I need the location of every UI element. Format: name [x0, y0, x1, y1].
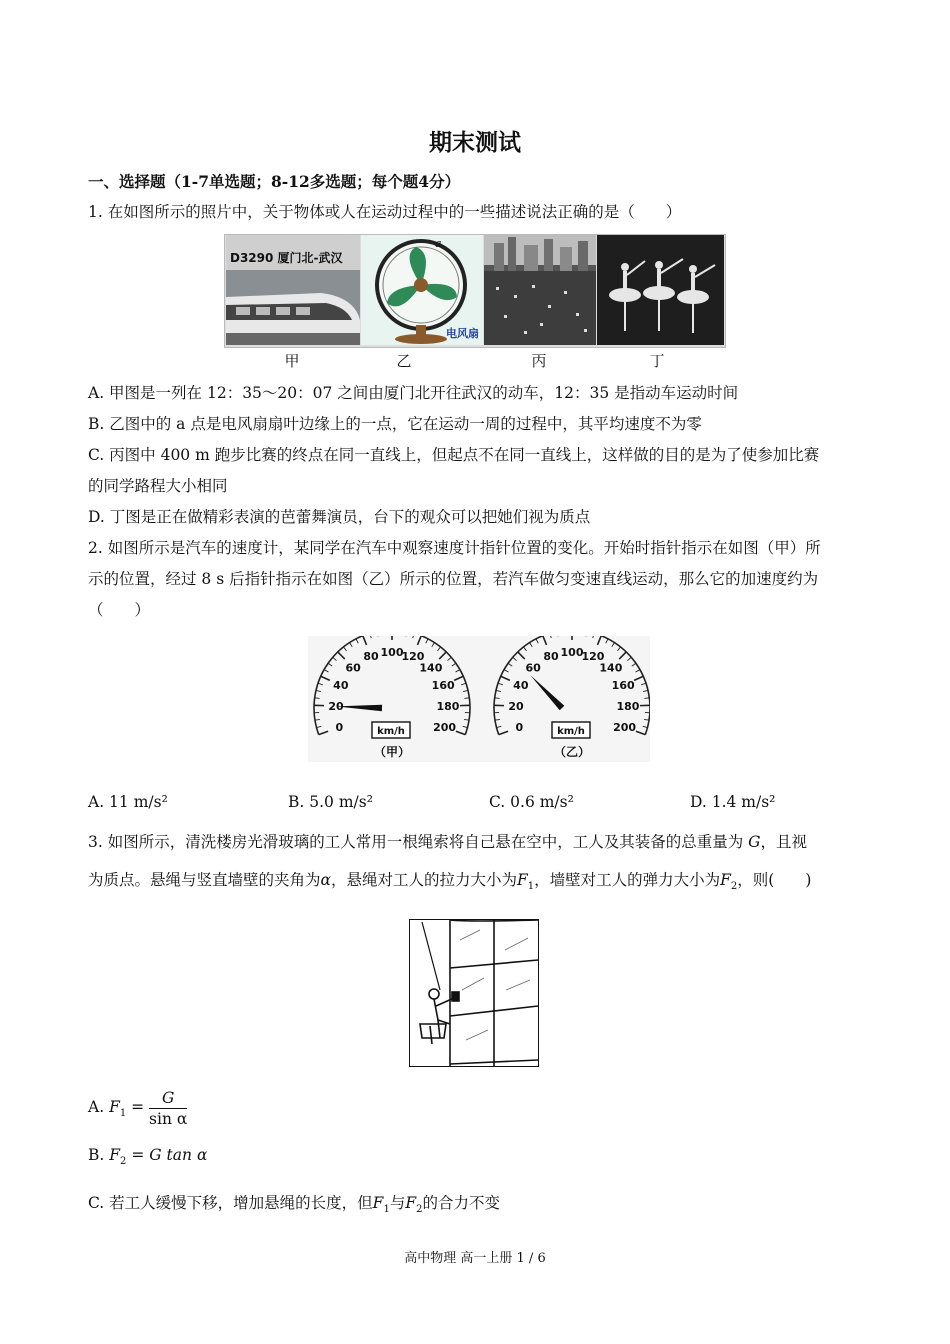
gauge-jia-tick-mark	[456, 731, 465, 734]
q3-stem-text-5: ，墙壁对工人的弹力大小为	[534, 871, 721, 889]
gauge-jia-caption: （甲）	[373, 745, 411, 759]
q3-stem-text-3: 为质点。悬绳与竖直墙壁的夹角为	[88, 871, 321, 889]
page-title: 期末测试	[429, 129, 521, 156]
q3-option-c-text-2: 的合力不变	[422, 1194, 500, 1212]
gauge-jia-tick-mark	[464, 698, 469, 699]
gauge-yi-tick-mark	[643, 726, 648, 727]
gauge-jia-tick-label: 200	[433, 721, 457, 735]
gauge-jia-tick-mark	[439, 652, 446, 659]
q1-option-b: B. 乙图中的 a 点是电风扇扇叶边缘上的一点，它在运动一周的过程中，其平均速度不为零	[88, 415, 702, 433]
fraction-denominator: sin α	[149, 1109, 188, 1128]
gauge-jia-tick-mark	[338, 652, 345, 659]
q2-option-c: C. 0.6 m/s²	[489, 793, 574, 811]
q2-option-b: B. 5.0 m/s²	[288, 793, 373, 811]
gauge-yi-tick-mark	[518, 652, 525, 659]
gauge-yi-tick-mark	[498, 683, 503, 685]
q2-stem-line2: 示的位置，经过 8 s 后指针指示在如图（乙）所示的位置，若汽车做匀变速直线运动，那么它的加速度约为	[88, 570, 819, 588]
var-F: F	[109, 1098, 120, 1116]
gauge-yi-tick-mark	[504, 670, 508, 672]
gauge-yi-tick-label: 40	[513, 679, 529, 693]
gauge-jia-tick-mark	[432, 643, 435, 647]
gauge-yi-caption: （乙）	[553, 745, 591, 759]
q1-photo-strip	[224, 234, 726, 348]
q2-stem-line3: （ ）	[88, 601, 151, 619]
gauge-jia-tick-mark	[452, 663, 456, 666]
q1-option-c-line1: C. 丙图中 400 m 跑步比赛的终点在同一直线上，但起点不在同一直线上，这样做的目的是为了使参加比赛	[88, 446, 820, 464]
gauge-jia-tick-mark	[315, 698, 320, 699]
photo-train	[226, 235, 360, 345]
gauge-yi-tick-label: 20	[508, 700, 524, 714]
q1-option-a: A. 甲图是一列在 12：35～20：07 之间由厦门北开往武汉的动车，12：35 是指动车运动时间	[88, 384, 739, 402]
photo-fan	[361, 235, 483, 345]
section-heading: 一、选择题（1-7单选题；8-12多选题；每个题4分）	[88, 172, 461, 191]
q1-option-c-line2: 的同学路程大小相同	[88, 477, 228, 495]
gauge-jia-tick-mark	[356, 639, 358, 643]
gauge-yi-unit-label: km/h	[557, 726, 585, 737]
gauge-jia-tick-mark	[463, 726, 468, 727]
q3-stem-line2	[88, 870, 811, 897]
var-F-sub2: 2	[120, 1156, 127, 1167]
gauge-yi-tick-mark	[617, 647, 620, 651]
gauge-yi-tick-mark	[612, 643, 615, 647]
q3-option-c	[88, 1193, 500, 1220]
stadium-icon	[484, 235, 596, 345]
gauge-jia-tick-mark	[426, 639, 428, 643]
gauge-yi-tick-mark	[606, 639, 608, 643]
gauge-jia-tick-mark	[319, 731, 328, 734]
gauge-yi-tick-label: 140	[599, 661, 623, 675]
gauge-yi-tick-mark	[499, 731, 508, 734]
q2-option-a: A. 11 m/s²	[88, 793, 168, 811]
gauge-jia-tick-mark	[343, 647, 346, 651]
q3-option-b-label: B.	[88, 1146, 105, 1164]
train-icon	[226, 235, 360, 345]
gauge-yi-tick-mark	[628, 657, 632, 660]
gauge-yi-tick-mark	[543, 636, 547, 645]
var-alpha: α	[320, 871, 331, 889]
gauge-yi-tick-mark	[550, 636, 551, 638]
q2-option-d: D. 1.4 m/s²	[690, 793, 776, 811]
gauge-jia-tick-label: 180	[436, 700, 460, 714]
gauge-yi-tick-mark	[513, 657, 517, 660]
gauge-jia-tick-label: 80	[363, 650, 379, 664]
var-F: F	[720, 871, 731, 889]
q3-option-a: A. $F_1$ = $\frac{G}{\text{sin α}}$	[88, 1088, 188, 1128]
caption-jia: 甲	[284, 352, 300, 370]
caption-bing: 丙	[531, 352, 547, 370]
gauge-jia-tick-mark	[321, 676, 330, 680]
q3-stem-text-6: ，则( )	[737, 871, 812, 889]
train-label: D3290 厦门北-武汉	[230, 251, 343, 265]
q3-option-b: B. $F_2 = G$ tan α	[88, 1146, 208, 1167]
gauge-jia-tick-label: 160	[431, 679, 455, 693]
gauge-yi-tick-mark	[644, 698, 649, 699]
gauge-jia-tick-label: 120	[401, 650, 425, 664]
gauge-yi-tick-mark	[619, 652, 626, 659]
var-F-sub2: 2	[416, 1204, 423, 1215]
fraction-G-over-sin	[149, 1088, 187, 1129]
gauge-yi-tick-label: 0	[515, 721, 524, 735]
gauge-yi-tick-mark	[641, 683, 646, 685]
q3-option-a-label: A.	[88, 1098, 105, 1116]
speedometer-svg	[308, 636, 650, 762]
q2-stem-line1: 2. 如图所示是汽车的速度计，某同学在汽车中观察速度计指针位置的变化。开始时指针指示在如图（甲）所	[88, 539, 821, 557]
gauge-yi-tick-mark	[523, 647, 526, 651]
q3-stem-text-1: 3. 如图所示，清洗楼房光滑玻璃的工人常用一根绳索将自己悬在空中，工人及其装备的总重量为	[88, 833, 744, 851]
q3-stem-text-2: ，且视	[760, 833, 808, 851]
gauge-jia-tick-mark	[328, 663, 332, 666]
expr-G-tan-alpha: G tan α	[149, 1146, 208, 1164]
gauge-yi-tick-mark	[632, 663, 636, 666]
window-cleaner-figure	[409, 919, 539, 1067]
gauge-jia-tick-mark	[461, 683, 466, 685]
gauge-jia-tick-label: 40	[333, 679, 349, 693]
gauge-jia-tick-label: 0	[335, 721, 344, 735]
var-F-sub1: 1	[383, 1204, 390, 1215]
gauge-yi-tick-mark	[536, 639, 538, 643]
fraction-numerator: G	[149, 1088, 187, 1109]
q1-option-d: D. 丁图是正在做精彩表演的芭蕾舞演员，台下的观众可以把她们视为质点	[88, 508, 591, 526]
gauge-yi-needle	[530, 675, 564, 710]
gauge-jia-tick-mark	[363, 636, 367, 645]
gauge-yi-tick-mark	[644, 719, 649, 720]
q3-option-c-text-1: C. 若工人缓慢下移，增加悬绳的长度，但	[88, 1194, 373, 1212]
gauge-yi-tick-label: 80	[543, 650, 559, 664]
gauge-yi-tick-mark	[495, 719, 500, 720]
var-F: F	[405, 1194, 417, 1212]
var-F: F	[109, 1146, 121, 1164]
dancers-icon	[597, 235, 724, 345]
gauge-jia-tick-mark	[350, 643, 353, 647]
window-cleaner-icon	[410, 920, 538, 1066]
gauge-yi-tick-mark	[636, 731, 645, 734]
gauge-jia-tick-mark	[316, 690, 321, 691]
var-F: F	[517, 871, 528, 889]
gauge-jia-tick-label: 100	[380, 646, 404, 659]
gauge-yi-tick-label: 180	[616, 700, 640, 714]
gauge-jia-tick-label: 140	[419, 661, 443, 675]
var-F-sub2: 2	[730, 881, 738, 892]
gauge-yi-tick-mark	[508, 663, 512, 666]
page-footer: 高中物理 高一上册 1 / 6	[404, 1251, 546, 1266]
caption-yi: 乙	[396, 352, 412, 370]
gauge-yi-tick-mark	[643, 690, 648, 691]
gauge-yi-tick-mark	[597, 636, 601, 645]
fan-label: 电风扇	[446, 327, 479, 340]
gauge-jia-tick-mark	[413, 636, 414, 638]
caption-ding: 丁	[649, 352, 665, 370]
gauge-jia-tick-mark	[324, 670, 328, 672]
gauge-jia-tick-mark	[448, 657, 452, 660]
gauge-yi-tick-mark	[495, 698, 500, 699]
gauge-jia-tick-mark	[315, 719, 320, 720]
photo-ballet	[597, 235, 724, 345]
gauge-jia-tick-mark	[417, 636, 421, 645]
fan-point-label: a	[435, 237, 442, 250]
gauge-yi-tick-mark	[634, 676, 643, 680]
gauge-jia-tick-mark	[463, 690, 468, 691]
gauge-yi-tick-label: 100	[560, 646, 584, 659]
gauge-yi-tick-mark	[496, 726, 501, 727]
gauge-jia-tick-label: 20	[328, 700, 344, 714]
gauge-jia-tick-mark	[464, 719, 469, 720]
var-F-sub1: 1	[119, 1108, 127, 1119]
gauge-yi-tick-mark	[501, 676, 510, 680]
gauge-jia-tick-mark	[437, 647, 440, 651]
gauge-jia-tick-mark	[454, 676, 463, 680]
gauge-yi-tick-mark	[636, 670, 640, 672]
gauge-yi-tick-label: 200	[613, 721, 637, 735]
photo-track	[484, 235, 596, 345]
q3-option-c-and: 与	[389, 1194, 406, 1212]
gauge-yi-tick-mark	[530, 643, 533, 647]
q3-stem-line1	[88, 832, 807, 852]
var-G: G	[748, 833, 761, 851]
gauge-jia-tick-mark	[370, 636, 371, 638]
gauge-yi-tick-mark	[593, 636, 594, 638]
gauge-jia-tick-label: 60	[345, 661, 361, 675]
gauge-jia-tick-mark	[318, 683, 323, 685]
gauge-jia-tick-mark	[316, 726, 321, 727]
var-F: F	[372, 1194, 384, 1212]
gauge-jia-tick-mark	[456, 670, 460, 672]
gauge-yi-tick-label: 60	[525, 661, 541, 675]
gauge-yi-tick-label: 160	[611, 679, 635, 693]
gauge-jia-unit-label: km/h	[377, 726, 405, 737]
var-F-sub1: 1	[527, 881, 535, 892]
gauge-yi-tick-mark	[496, 690, 501, 691]
gauge-yi-tick-label: 120	[581, 650, 605, 664]
q1-stem: 1. 在如图所示的照片中，关于物体或人在运动过程中的一些描述说法正确的是（ ）	[88, 203, 682, 221]
q3-stem-text-4: ，悬绳对工人的拉力大小为	[330, 871, 517, 889]
gauge-jia-tick-mark	[333, 657, 337, 660]
speedometer-figure	[308, 636, 650, 762]
